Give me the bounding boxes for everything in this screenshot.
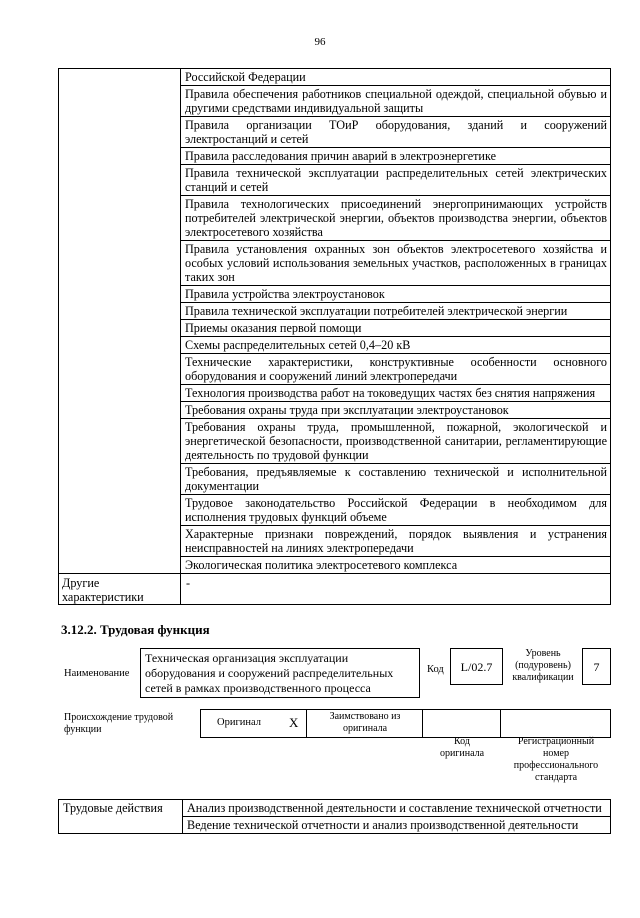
requirements-row — [59, 526, 611, 557]
requirements-label-cell — [59, 165, 181, 196]
requirements-label-cell — [59, 337, 181, 354]
requirements-label-cell — [59, 557, 181, 574]
page-number: 96 — [314, 36, 326, 48]
requirements-row — [59, 320, 611, 337]
requirements-item: Характерные признаки повреждений, порядок выявления и устранения неисправностей на линиях электропередачи — [181, 526, 611, 557]
origin-reg-cell — [501, 710, 610, 737]
labor-action-row — [59, 800, 611, 817]
original-label: Оригинал — [217, 717, 261, 728]
requirements-item: Российской Федерации — [181, 69, 611, 86]
origin-row — [200, 709, 611, 738]
requirements-row — [59, 303, 611, 320]
requirements-item: Приемы оказания первой помощи — [181, 320, 611, 337]
origin-label: Происхождение трудовой функции — [64, 712, 174, 735]
other-characteristics-value: - — [186, 576, 191, 590]
requirements-row — [59, 148, 611, 165]
requirements-item: Правила обеспечения работников специальной одеждой, специальной обувью и другими средствами индивидуальной защиты — [181, 86, 611, 117]
level-label: Уровень (подуровень) квалификации — [512, 648, 574, 683]
requirements-item: Требования охраны труда при эксплуатации электроустановок — [181, 402, 611, 419]
requirements-label-cell — [59, 354, 181, 385]
requirements-item: Правила установления охранных зон объектов электросетевого хозяйства и особых условий использования земельных участков, расположенных в границах таких зон — [181, 241, 611, 286]
requirements-label-cell — [59, 148, 181, 165]
requirements-item: Правила расследования причин аварий в электроэнергетике — [181, 148, 611, 165]
labor-action-item: Ведение технической отчетности и анализ производственной деятельности — [183, 817, 611, 834]
requirements-item: Правила технической эксплуатации распределительных сетей электрических станций и сетей — [181, 165, 611, 196]
requirements-row — [59, 286, 611, 303]
origin-original-cell — [201, 710, 307, 737]
other-characteristics-label: Другие характеристики — [62, 576, 144, 604]
name-label: Наименование — [64, 668, 130, 679]
requirements-row — [59, 419, 611, 464]
requirements-item: Трудовое законодательство Российской Федерации в необходимом для исполнения трудовых функций объеме — [181, 495, 611, 526]
requirements-row — [59, 117, 611, 148]
requirements-row — [59, 354, 611, 385]
requirements-item: Правила организации ТОиР оборудования, зданий и сооружений электростанций и сетей — [181, 117, 611, 148]
requirements-row — [59, 385, 611, 402]
origin-borrowed-cell — [307, 710, 423, 737]
labor-action-item: Анализ производственной деятельности и составление технической отчетности — [183, 800, 611, 817]
requirements-label-cell — [59, 402, 181, 419]
requirements-label-cell — [59, 286, 181, 303]
requirements-row — [59, 557, 611, 574]
requirements-row — [59, 165, 611, 196]
requirements-row — [59, 337, 611, 354]
requirements-item: Правила технической эксплуатации потребителей электрической энергии — [181, 303, 611, 320]
requirements-label-cell — [59, 464, 181, 495]
requirements-item: Правила технологических присоединений энергопринимающих устройств потребителей электрической энергии, объектов производства энергии, объектов электросетевого хозяйства — [181, 196, 611, 241]
requirements-table — [58, 68, 611, 605]
requirements-label-cell — [59, 320, 181, 337]
requirements-item: Экологическая политика электросетевого комплекса — [181, 557, 611, 574]
requirements-item: Технические характеристики, конструктивные особенности основного оборудования и сооружений линий электропередачи — [181, 354, 611, 385]
level-box — [582, 648, 611, 685]
code-value: L/02.7 — [460, 660, 493, 674]
requirements-label-cell — [59, 117, 181, 148]
other-value-cell — [181, 574, 611, 605]
origin-code-cell — [423, 710, 501, 737]
requirements-label-cell — [59, 303, 181, 320]
original-mark: X — [289, 715, 299, 730]
function-name-box — [140, 648, 420, 698]
requirements-label-cell — [59, 86, 181, 117]
labor-actions-label: Трудовые действия — [59, 800, 183, 834]
requirements-label-cell — [59, 69, 181, 86]
requirements-row — [59, 402, 611, 419]
level-value: 7 — [593, 660, 600, 674]
requirements-item: Требования охраны труда, промышленной, пожарной, экологической и энергетической безопасности, производственной санитарии, регламентирующие деятельность по трудовой функции — [181, 419, 611, 464]
requirements-item: Требования, предъявляемые к составлению технической и исполнительной документации — [181, 464, 611, 495]
requirements-row — [59, 464, 611, 495]
requirements-row — [59, 196, 611, 241]
requirements-row — [59, 241, 611, 286]
reg-number-label: Регистрационный номер профессионального стандарта — [513, 736, 599, 783]
labor-actions-table — [58, 799, 611, 834]
requirements-label-cell — [59, 241, 181, 286]
requirements-row — [59, 86, 611, 117]
section-heading: 3.12.2. Трудовая функция — [61, 622, 210, 637]
requirements-label-cell — [59, 526, 181, 557]
requirements-row — [59, 69, 611, 86]
requirements-label-cell — [59, 196, 181, 241]
requirements-label-cell — [59, 419, 181, 464]
requirements-label-cell — [59, 495, 181, 526]
code-original-label: Код оригинала — [439, 736, 485, 759]
requirements-label-cell — [59, 385, 181, 402]
borrowed-label: Заимствовано из оригинала — [329, 711, 401, 734]
requirements-item: Схемы распределительных сетей 0,4–20 кВ — [181, 337, 611, 354]
function-name-text: Техническая организация эксплуатации оборудования и сооружений распределительных сетей в рамках производственного процесса — [145, 651, 394, 695]
requirements-item: Технология производства работ на токоведущих частях без снятия напряжения — [181, 385, 611, 402]
code-label: Код — [427, 664, 444, 675]
requirements-row — [59, 495, 611, 526]
code-box — [450, 648, 503, 685]
requirements-item: Правила устройства электроустановок — [181, 286, 611, 303]
